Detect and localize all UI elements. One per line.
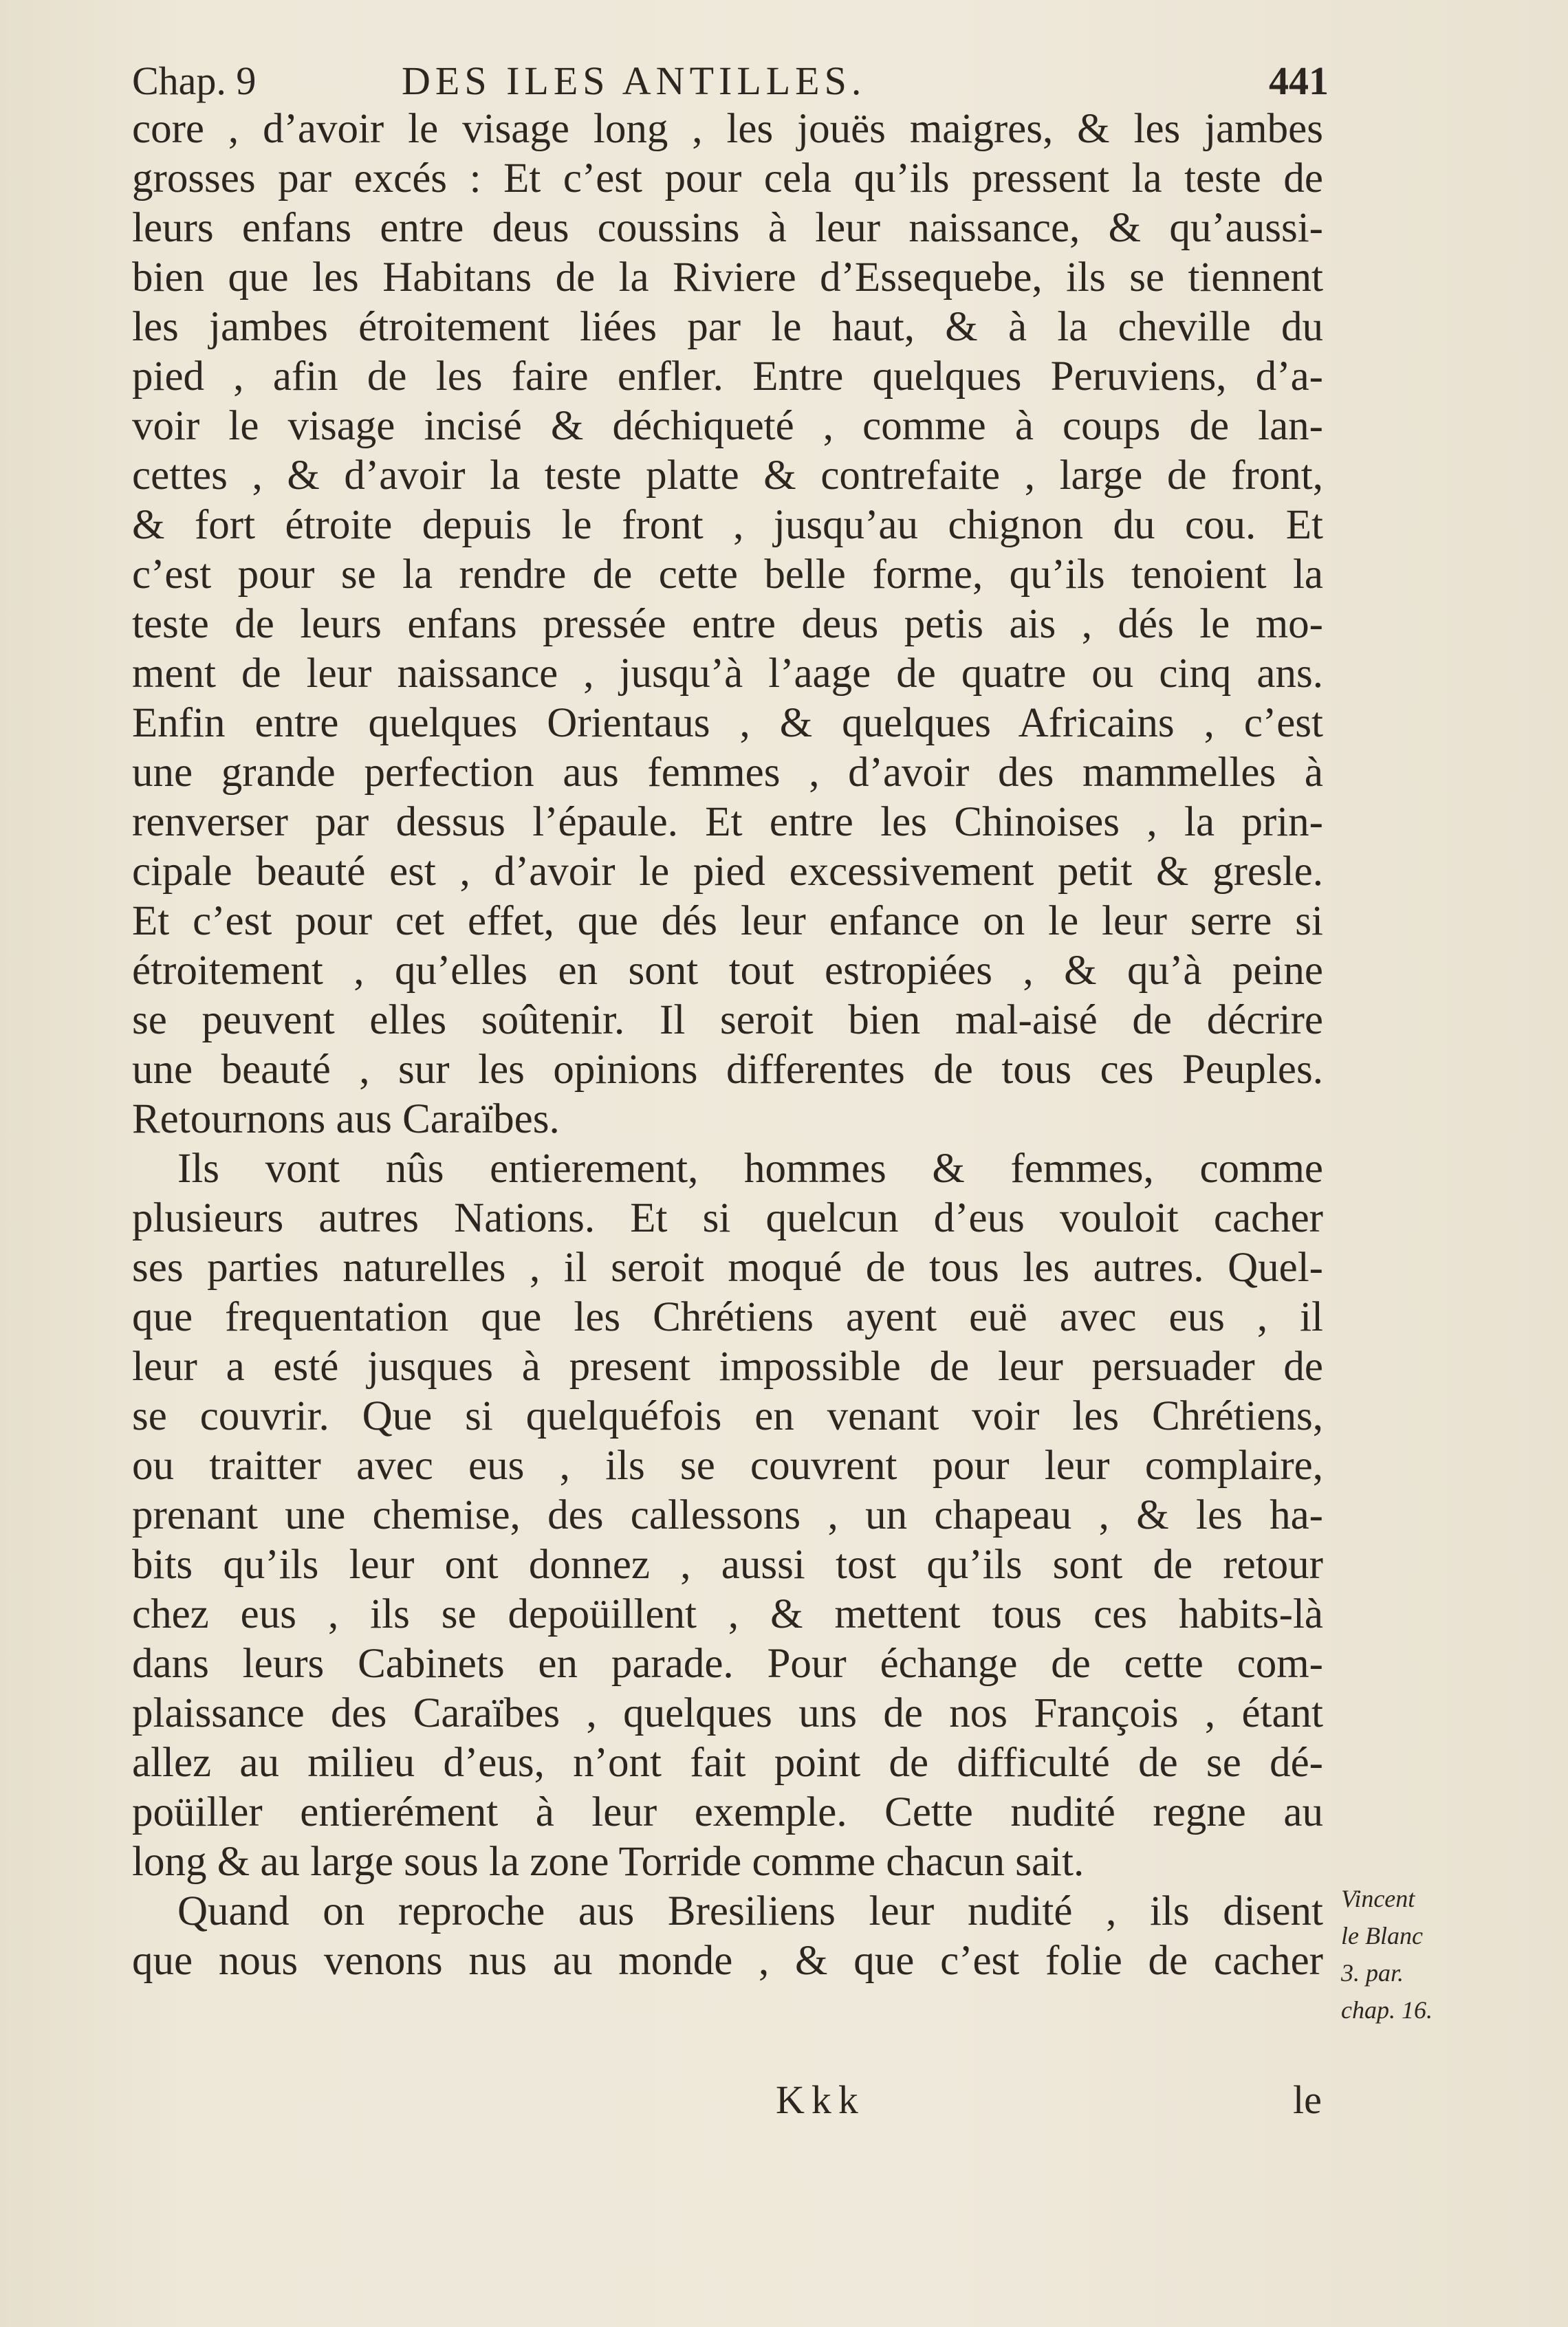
running-title: DES ILES ANTILLES. [402, 58, 867, 103]
text-line: plaissance des Caraïbes , quelques uns de nos François , étant [132, 1690, 1323, 1736]
text-line: que nous venons nus au monde , & que c’est folie de cacher [132, 1938, 1323, 1984]
text-line: ses parties naturelles , il seroit moqué de tous les autres. Quel- [132, 1245, 1323, 1291]
margin-note-line: 3. par. [1341, 1959, 1404, 1987]
text-line: poüiller entierément à leur exemple. Cette nudité regne au [132, 1789, 1323, 1835]
text-line: les jambes étroitement liées par le haut, & à la cheville du [132, 304, 1323, 350]
text-line: core , d’avoir le visage long , les jouës maigres, & les jambes [132, 106, 1323, 152]
text-line: leurs enfans entre deus coussins à leur naissance, & qu’aussi- [132, 205, 1323, 251]
text-line: Ils vont nûs entierement, hommes & femmes, comme [177, 1146, 1323, 1192]
text-line: étroitement , qu’elles en sont tout estropiées , & qu’à peine [132, 948, 1323, 994]
running-header [132, 54, 1329, 109]
text-line: plusieurs autres Nations. Et si quelcun d’eus vouloit cacher [132, 1195, 1323, 1241]
text-line: allez au milieu d’eus, n’ont fait point de difficulté de se dé- [132, 1740, 1323, 1786]
text-line: voir le visage incisé & déchiqueté , comme à coups de lan- [132, 403, 1323, 449]
text-line: bien que les Habitans de la Riviere d’Essequebe, ils se tiennent [132, 254, 1323, 301]
text-line: bits qu’ils leur ont donnez , aussi tost qu’ils sont de retour [132, 1542, 1323, 1588]
text-line: long & au large sous la zone Torride comme chacun sait. [132, 1839, 1085, 1885]
text-line: se couvrir. Que si quelquéfois en venant voir les Chrétiens, [132, 1393, 1323, 1439]
text-line: pied , afin de les faire enfler. Entre quelques Peruviens, d’a- [132, 353, 1323, 400]
text-line: cettes , & d’avoir la teste platte & contrefaite , large de front, [132, 452, 1323, 499]
text-line: c’est pour se la rendre de cette belle forme, qu’ils tenoient la [132, 551, 1323, 598]
text-line: Enfin entre quelques Orientaus , & quelques Africains , c’est [132, 700, 1323, 746]
text-line: & fort étroite depuis le front , jusqu’au chignon du cou. Et [132, 502, 1323, 548]
text-line: Retournons aus Caraïbes. [132, 1096, 560, 1142]
text-line: leur a esté jusques à present impossible de leur persuader de [132, 1344, 1323, 1390]
chapter-label: Chap. 9 [132, 58, 257, 103]
text-line: dans leurs Cabinets en parade. Pour échange de cette com- [132, 1641, 1323, 1687]
marginal-note [1341, 1880, 1479, 2029]
text-line: chez eus , ils se depoüillent , & mettent tous ces habits-là [132, 1591, 1323, 1637]
text-line: se peuvent elles soûtenir. Il seroit bien mal-aisé de décrire [132, 997, 1323, 1043]
text-line: cipale beauté est , d’avoir le pied excessivement petit & gresle. [132, 849, 1323, 895]
text-line: Quand on reproche aus Bresiliens leur nudité , ils disent [177, 1888, 1323, 1934]
text-line: ment de leur naissance , jusqu’à l’aage de quatre ou cinq ans. [132, 651, 1323, 697]
text-line: renverser par dessus l’épaule. Et entre les Chinoises , la prin- [132, 799, 1323, 845]
text-line: grosses par excés : Et c’est pour cela qu’ils pressent la teste de [132, 155, 1323, 201]
text-line: une beauté , sur les opinions differentes de tous ces Peuples. [132, 1047, 1323, 1093]
page-number: 441 [1269, 58, 1329, 103]
margin-note-line: Vincent [1341, 1885, 1415, 1912]
catchword: le [1293, 2077, 1322, 2122]
text-line: une grande perfection aus femmes , d’avoir des mammelles à [132, 750, 1323, 796]
body-text [132, 105, 1329, 1986]
text-line: que frequentation que les Chrétiens ayent euë avec eus , il [132, 1294, 1323, 1340]
text-line: Et c’est pour cet effet, que dés leur enfance on le leur serre si [132, 898, 1323, 944]
text-line: teste de leurs enfans pressée entre deus petis ais , dés le mo- [132, 601, 1323, 647]
text-line: ou traitter avec eus , ils se couvrent pour leur complaire, [132, 1443, 1323, 1489]
text-line: prenant une chemise, des callessons , un chapeau , & les ha- [132, 1492, 1323, 1538]
margin-note-line: chap. 16. [1341, 1996, 1433, 2024]
signature-mark: Kkk [776, 2077, 865, 2122]
margin-note-line: le Blanc [1341, 1922, 1423, 1949]
